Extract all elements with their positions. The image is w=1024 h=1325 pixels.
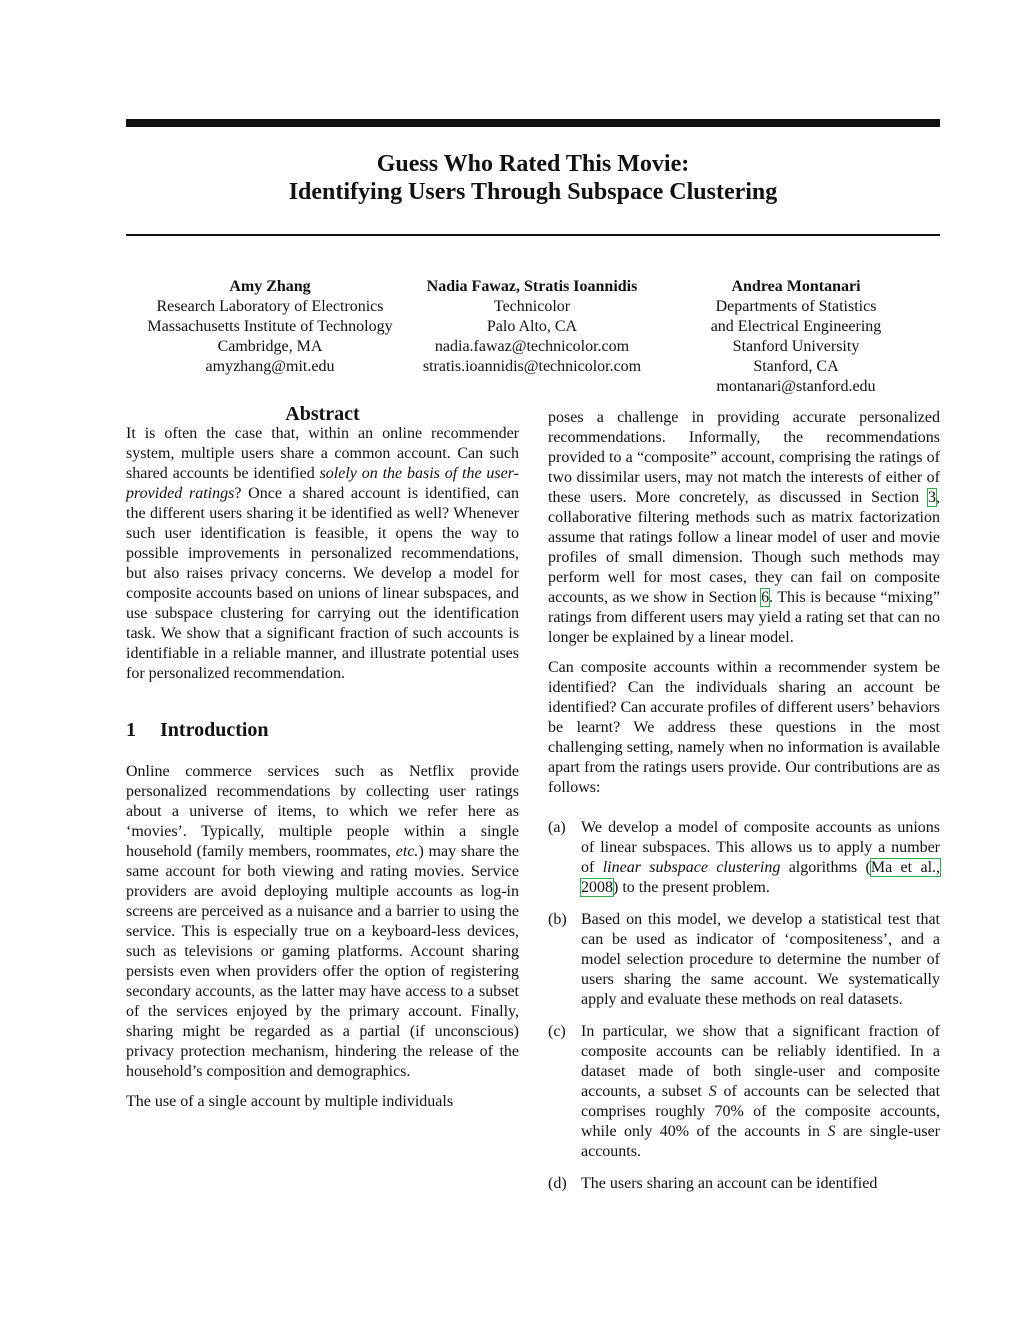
author-block: [126, 277, 940, 397]
item-label: (a): [548, 819, 566, 836]
item-label: (d): [548, 1175, 567, 1192]
list-item: [548, 910, 940, 1010]
intro-paragraph-2-cont: poses a challenge in providing accurate personalized recommendations. Informally, the recommendations provided to a “composite” account, comprising the ratings of two dissimilar users, may not match the interests of either of these users. More concretely, as discussed in Section 3, collaborative filtering methods such as matrix factorization assume that ratings follow a linear model of user and movie profiles of small dimension. Though such methods may perform well for most cases, they can fail on composite accounts, as we show in Section 6. This is because “mixing” ratings from different users may yield a rating set that can no longer be explained by a linear model.: [548, 409, 941, 646]
author-zhang: [126, 277, 414, 377]
contributions-list: [548, 818, 940, 1194]
abstract-body: It is often the case that, within an online recommender system, multiple users share a common account. Can such shared accounts be identified solely on the basis of the user-provided ratings? Once a shared account is identified, can the different users sharing it be identified as well? Whenever such user identification is feasible, it opens the way to possible improvements in personalized recommendations, but also raises privacy concerns. We develop a model for composite accounts based on unions of linear subspaces, and use subspace clustering for carrying out the identification task. We show that a significant fraction of such accounts is identifiable in a reliable manner, and illustrate potential uses for personalized recommendation.: [126, 425, 520, 682]
abstract-heading: Abstract: [285, 403, 360, 425]
author-email: amyzhang@mit.edu: [205, 358, 335, 375]
section-3-link[interactable]: 3: [928, 489, 936, 506]
author-name: Amy Zhang: [229, 278, 311, 295]
section-6-link[interactable]: 6: [761, 589, 770, 606]
right-column: [548, 408, 940, 1206]
intro-paragraph-3: Can composite accounts within a recommender system be identified? Can the individuals sharing an account be identified? Can accurate profiles of different users’ behaviors be learnt? We address these questions in the most challenging setting, namely when no information is available apart from the ratings users provide. Our contributions are as follows:: [548, 659, 940, 796]
section-title: Introduction: [160, 719, 269, 741]
intro-paragraph-2-start: The use of a single account by multiple individuals: [126, 1093, 454, 1110]
author-email: nadia.fawaz@technicolor.com: [434, 338, 630, 355]
author-email: stratis.ioannidis@technicolor.com: [422, 358, 642, 375]
author-fawaz-ioannidis: [394, 277, 670, 377]
author-affiliation: Departments of Statistics: [715, 298, 877, 315]
citation-link-ma2008[interactable]: Ma et al., 2008: [581, 859, 941, 896]
section-number: 1: [126, 719, 136, 741]
author-email: montanari@stanford.edu: [716, 378, 876, 395]
left-column: [126, 400, 519, 1112]
item-text: Based on this model, we develop a statistical test that can be used as indicator of ‘compositeness’, and a model selection procedure to determine the number of users sharing the same account. We systematically apply and evaluate these methods on real datasets.: [581, 911, 940, 1008]
author-affiliation: Technicolor: [493, 298, 571, 315]
author-location: Cambridge, MA: [217, 338, 323, 355]
item-label: (c): [548, 1023, 566, 1040]
author-affiliation: Research Laboratory of Electronics: [156, 298, 384, 315]
paper-title: [126, 150, 940, 206]
section-heading-introduction: [126, 720, 519, 740]
item-text: The users sharing an account can be identified: [581, 1175, 878, 1192]
item-label: (b): [548, 911, 567, 928]
intro-paragraph-1: Online commerce services such as Netflix provide personalized recommendations by collecting user ratings about a universe of items, to which we refer here as ‘movies’. Typically, multiple people within a single household (family members, roommates, etc.) may share the same account for both viewing and rating movies. Service providers are avoid deploying multiple accounts as log-in screens are perceived as a nuisance and a barrier to using the service. This is especially true on a keyboard-less devices, such as televisions or gaming platforms. Account sharing persists even when providers offer the option of registering secondary accounts, as the latter may have access to a subset of the services enjoyed by the primary account. Finally, sharing might be regarded as a partial (if unconscious) privacy protection mechanism, hindering the release of the household’s composition and demographics.: [126, 763, 519, 1080]
author-location: Stanford, CA: [753, 358, 839, 375]
title-rule: [126, 234, 940, 236]
author-name: Nadia Fawaz, Stratis Ioannidis: [426, 278, 638, 295]
author-name: Andrea Montanari: [731, 278, 861, 295]
top-rule: [126, 119, 940, 127]
title-line-1: Guess Who Rated This Movie:: [376, 151, 690, 177]
list-item: [548, 1022, 940, 1162]
list-item: [548, 818, 940, 898]
author-affiliation: Massachusetts Institute of Technology: [147, 318, 393, 335]
author-montanari: [666, 277, 926, 397]
title-line-2: Identifying Users Through Subspace Clustering: [288, 179, 778, 205]
item-text: We develop a model of composite accounts as unions of linear subspaces. This allows us to apply a number of linear subspace clustering algorithms (Ma et al., 2008) to the present problem.: [581, 819, 941, 896]
list-item: [548, 1174, 940, 1194]
author-affiliation: Stanford University: [732, 338, 860, 355]
author-affiliation: and Electrical Engineering: [710, 318, 882, 335]
author-location: Palo Alto, CA: [486, 318, 578, 335]
item-text: In particular, we show that a significant fraction of composite accounts can be reliably identified. In a dataset made of both single-user and composite accounts, a subset S of accounts can be selected that comprises roughly 70% of the composite accounts, while only 40% of the accounts in S are single-user accounts.: [581, 1023, 941, 1160]
